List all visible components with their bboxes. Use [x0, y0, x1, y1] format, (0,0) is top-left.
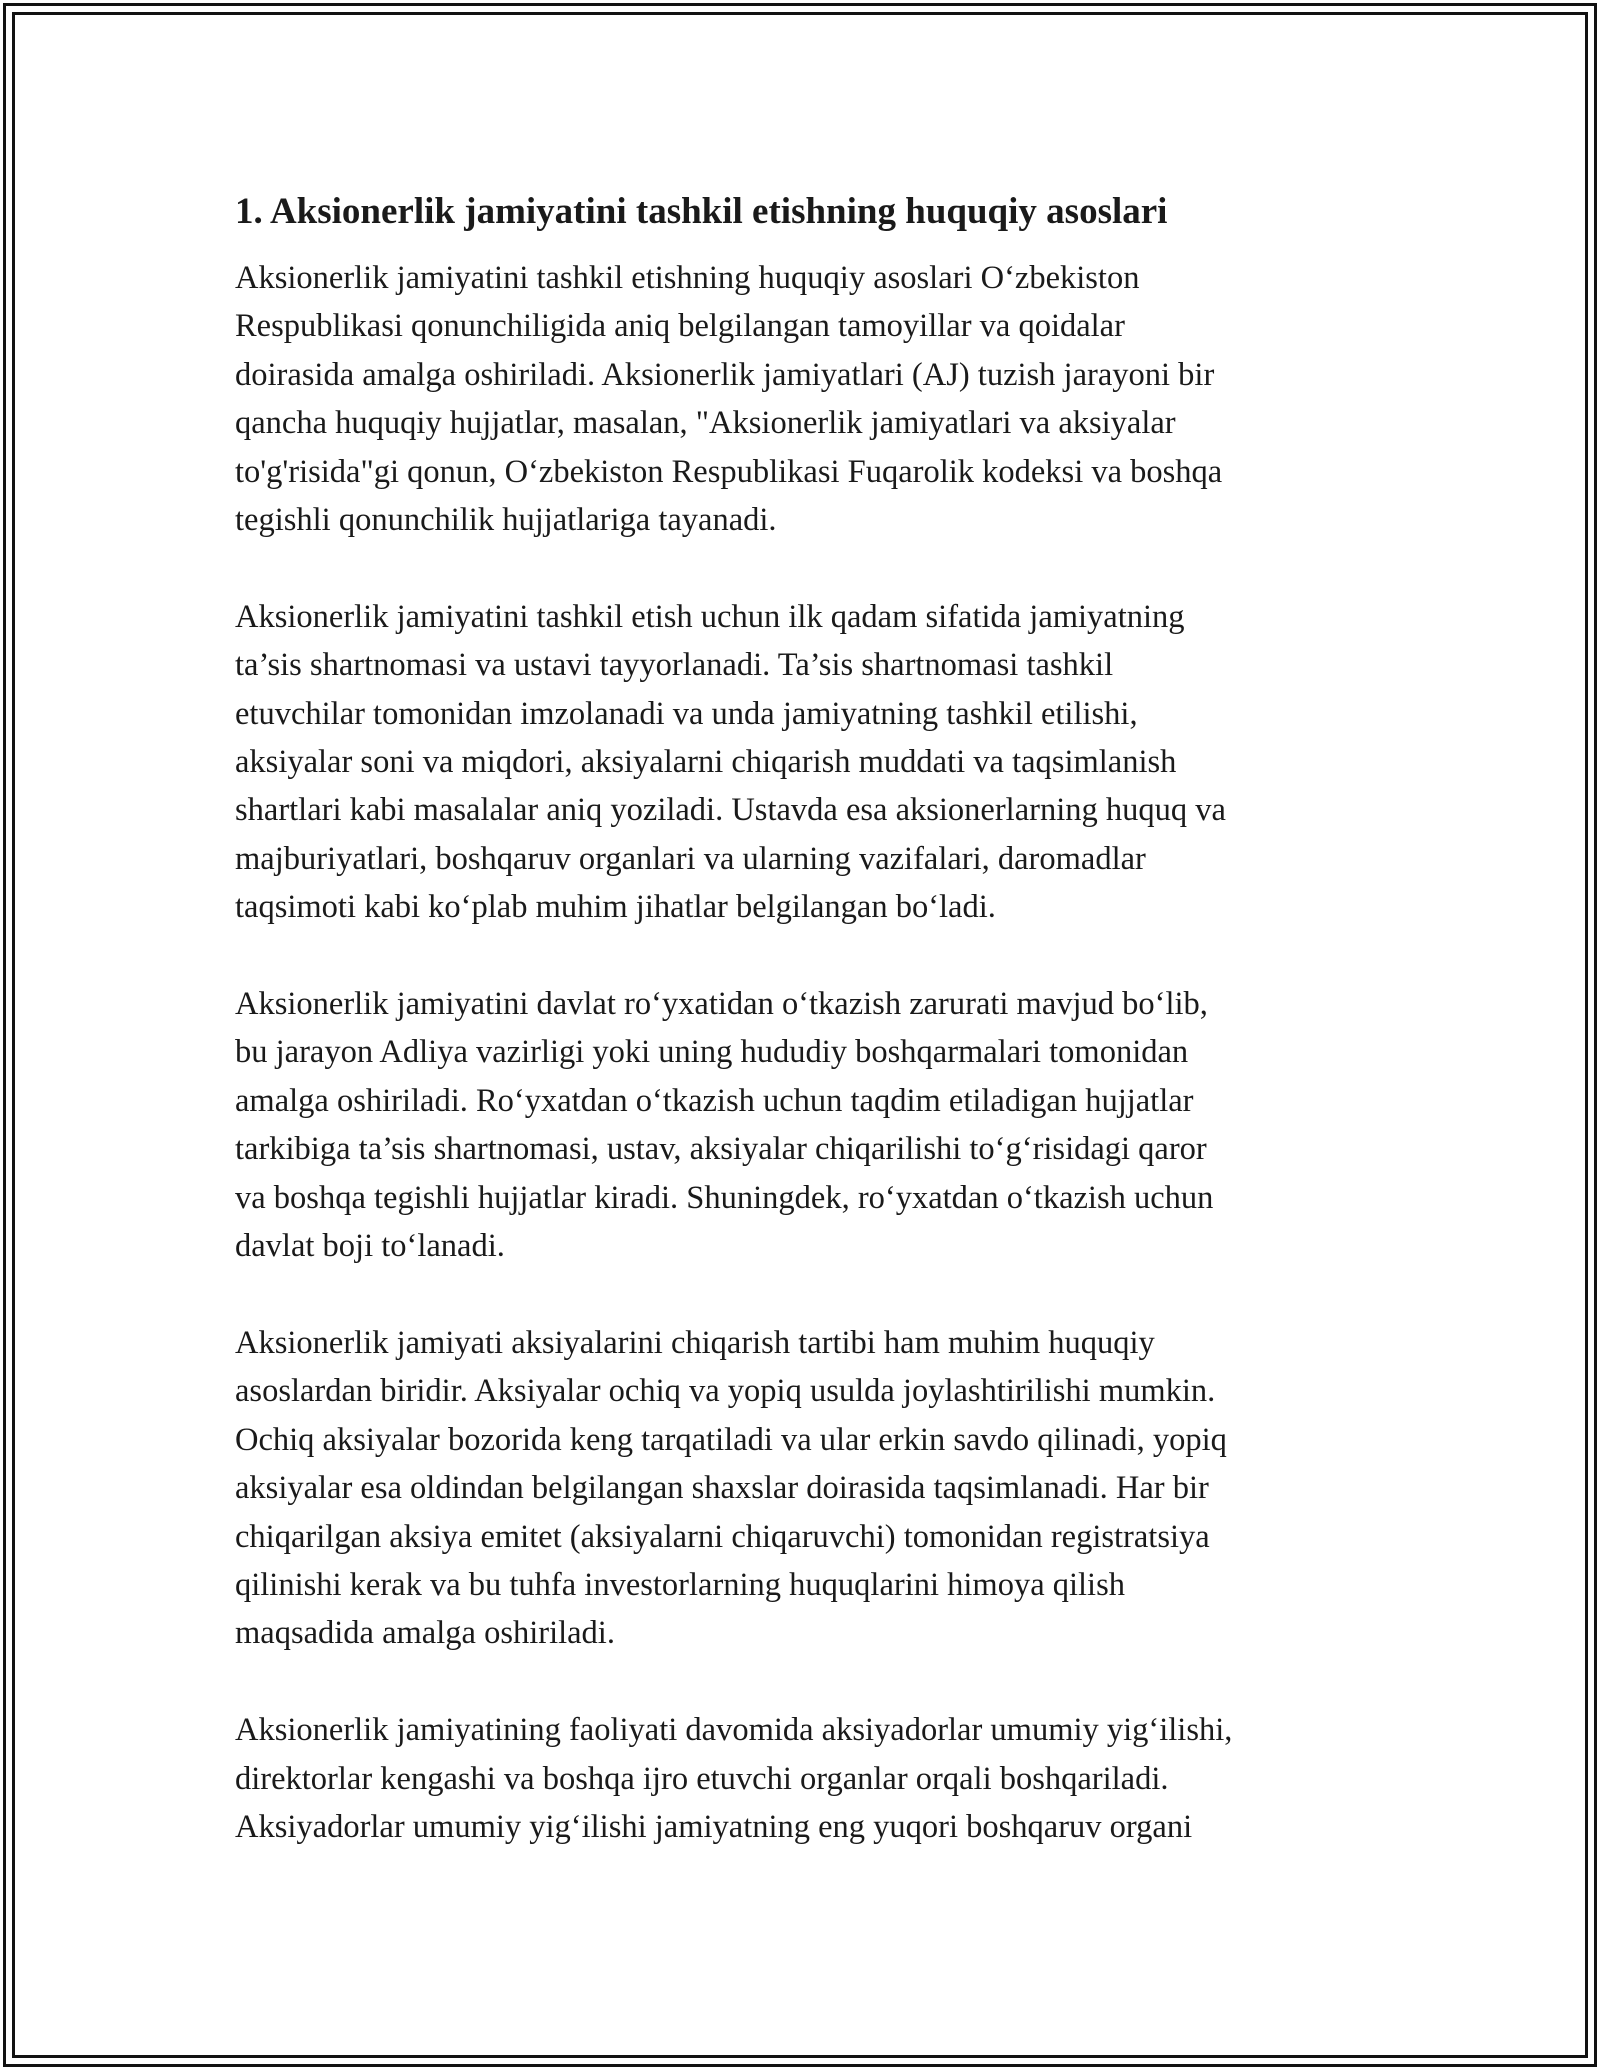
text-line: ta’sis shartnomasi va ustavi tayyorlanadi. Ta’sis shartnomasi tashkil — [235, 647, 1114, 684]
text-line: davlat boji to‘lanadi. — [235, 1228, 505, 1265]
text-line: etuvchilar tomonidan imzolanadi va unda jamiyatning tashkil etilishi, — [235, 695, 1138, 732]
text-line: shartlari kabi masalalar aniq yoziladi. Ustavda esa aksionerlarning huquq va — [235, 792, 1226, 829]
text-line: bu jarayon Adliya vazirligi yoki uning hududiy boshqarmalari tomonidan — [235, 1034, 1189, 1071]
paragraph-share-issuance — [235, 1319, 1365, 1658]
text-line: Aksionerlik jamiyatini tashkil etish uchun ilk qadam sifatida jamiyatning — [235, 598, 1185, 635]
text-line: majburiyatlari, boshqaruv organlari va ularning vazifalari, daromadlar — [235, 840, 1146, 877]
section-title: 1. Aksionerlik jamiyatini tashkil etishning huquqiy asoslari — [235, 191, 1168, 232]
text-line: qancha huquqiy hujjatlar, masalan, "Aksionerlik jamiyatlari va aksiyalar — [235, 405, 1176, 442]
text-line: tegishli qonunchilik hujjatlariga tayanadi. — [235, 502, 777, 539]
text-line: Aksiyadorlar umumiy yig‘ilishi jamiyatning eng yuqori boshqaruv organi — [235, 1808, 1193, 1845]
text-line: aksiyalar soni va miqdori, aksiyalarni chiqarish muddati va taqsimlanish — [235, 744, 1177, 781]
paragraph-founding-documents — [235, 593, 1365, 932]
text-line: Aksionerlik jamiyatini tashkil etishning huquqiy asoslari O‘zbekiston — [235, 260, 1140, 296]
paragraph-state-registration — [235, 980, 1365, 1270]
text-line: direktorlar kengashi va boshqa ijro etuvchi organlar orqali boshqariladi. — [235, 1760, 1169, 1797]
text-line: va boshqa tegishli hujjatlar kiradi. Shuningdek, ro‘yxatdan o‘tkazish uchun — [235, 1179, 1214, 1216]
text-line: qilinishi kerak va bu tuhfa investorlarning huquqlarini himoya qilish — [235, 1566, 1125, 1603]
text-line: aksiyalar esa oldindan belgilangan shaxslar doirasida taqsimlanadi. Har bir — [235, 1470, 1209, 1507]
text-line: asoslardan biridir. Aksiyalar ochiq va yopiq usulda joylashtirilishi mumkin. — [235, 1373, 1216, 1410]
text-line: Ochiq aksiyalar bozorida keng tarqatiladi va ular erkin savdo qilinadi, yopiq — [235, 1421, 1227, 1458]
text-line: Aksionerlik jamiyatining faoliyati davomida aksiyadorlar umumiy yig‘ilishi, — [235, 1712, 1233, 1749]
text-line: Aksionerlik jamiyatini davlat ro‘yxatidan o‘tkazish zarurati mavjud bo‘lib, — [235, 986, 1208, 1023]
text-line: Respublikasi qonunchiligida aniq belgilangan tamoyillar va qoidalar — [235, 308, 1125, 345]
text-line: Aksionerlik jamiyati aksiyalarini chiqarish tartibi ham muhim huquqiy — [235, 1324, 1155, 1361]
text-line: chiqarilgan aksiya emitet (aksiyalarni chiqaruvchi) tomonidan registratsiya — [235, 1518, 1210, 1555]
text-line: tarkibiga ta’sis shartnomasi, ustav, aksiyalar chiqarilishi to‘g‘risidagi qaror — [235, 1131, 1207, 1168]
text-line: to'g'risida"gi qonun, O‘zbekiston Respublikasi Fuqarolik kodeksi va boshqa — [235, 453, 1223, 490]
text-line: amalga oshiriladi. Ro‘yxatdan o‘tkazish uchun taqdim etiladigan hujjatlar — [235, 1082, 1194, 1119]
document-body — [235, 186, 1365, 1900]
text-line: maqsadida amalga oshiriladi. — [235, 1615, 615, 1652]
paragraph-legal-basis — [235, 254, 1365, 544]
paragraph-governance — [235, 1706, 1365, 1851]
text-line: doirasida amalga oshiriladi. Aksionerlik jamiyatlari (AJ) tuzish jarayoni bir — [235, 356, 1215, 393]
text-line: taqsimoti kabi ko‘plab muhim jihatlar belgilangan bo‘ladi. — [235, 889, 996, 926]
